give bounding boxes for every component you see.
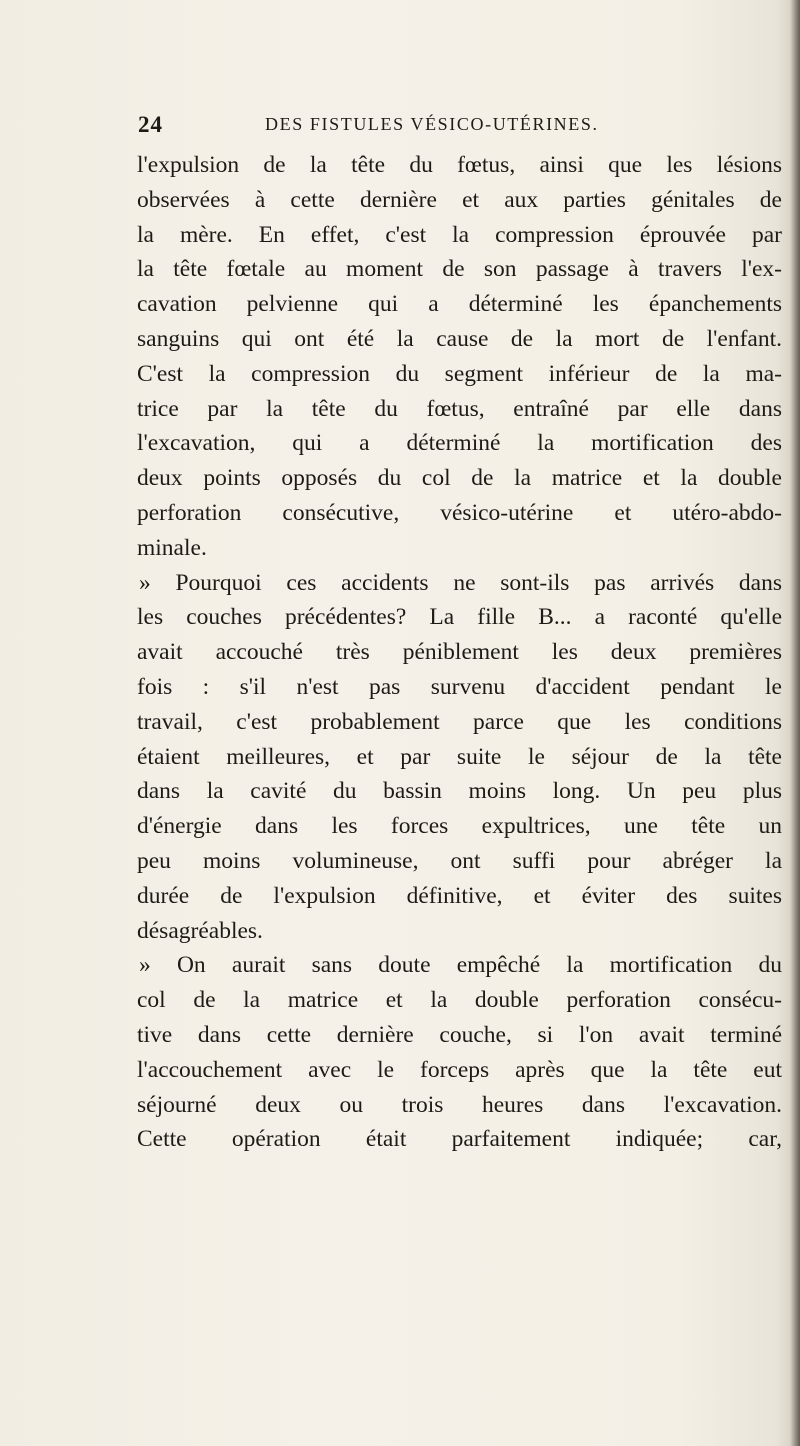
text-line: d'énergie dans les forces expultrices, une tête un: [137, 813, 782, 840]
text-line: avait accouché très péniblement les deux premières: [137, 639, 782, 666]
text-line: l'expulsion de la tête du fœtus, ainsi que les lésions: [137, 152, 782, 178]
text-line: fois : s'il n'est pas survenu d'accident pendant le: [137, 673, 782, 700]
page-edge-shadow: [790, 0, 800, 1446]
text-line: » Pourquoi ces accidents ne sont-ils pas arrivés dans: [139, 569, 782, 596]
text-line: les couches précédentes? La fille B... a raconté qu'elle: [137, 604, 782, 631]
text-line: col de la matrice et la double perforation consécu-: [137, 987, 782, 1014]
text-line: C'est la compression du segment inférieur de la ma-: [137, 360, 782, 387]
text-line: minale.: [137, 534, 207, 561]
text-line: Cette opération était parfaitement indiquée; car,: [137, 1126, 782, 1153]
text-line: la mère. En effet, c'est la compression éprouvée par: [137, 221, 782, 248]
text-line: travail, c'est probablement parce que les conditions: [137, 708, 782, 735]
text-line: étaient meilleures, et par suite le séjour de la tête: [137, 743, 782, 770]
text-line: peu moins volumineuse, ont suffi pour abréger la: [137, 847, 782, 874]
text-line: sanguins qui ont été la cause de la mort de l'enfant.: [137, 325, 782, 352]
text-line: séjourné deux ou trois heures dans l'excavation.: [137, 1091, 782, 1118]
text-line: perforation consécutive, vésico-utérine et utéro-abdo-: [137, 499, 782, 526]
text-line: cavation pelvienne qui a déterminé les épanchements: [137, 291, 782, 318]
text-line: la tête fœtale au moment de son passage à travers l'ex-: [137, 256, 782, 283]
text-line: observées à cette dernière et aux parties génitales de: [137, 186, 782, 213]
text-line: tive dans cette dernière couche, si l'on avait terminé: [137, 1021, 782, 1048]
body-text: [137, 148, 782, 1157]
page-number: 24: [138, 112, 163, 137]
text-line: trice par la tête du fœtus, entraîné par elle dans: [137, 395, 782, 422]
text-line: deux points opposés du col de la matrice et la double: [137, 465, 782, 492]
text-line: dans la cavité du bassin moins long. Un peu plus: [137, 778, 782, 805]
text-line: durée de l'expulsion définitive, et éviter des suites: [137, 882, 782, 909]
text-line: l'accouchement avec le forceps après que la tête eut: [137, 1056, 782, 1083]
text-line: l'excavation, qui a déterminé la mortification des: [137, 430, 782, 457]
text-line: désagréables.: [137, 917, 263, 944]
text-line: » On aurait sans doute empêché la mortification du: [139, 952, 782, 979]
page-header: [138, 112, 778, 142]
running-head: DES FISTULES VÉSICO-UTÉRINES.: [265, 114, 599, 134]
